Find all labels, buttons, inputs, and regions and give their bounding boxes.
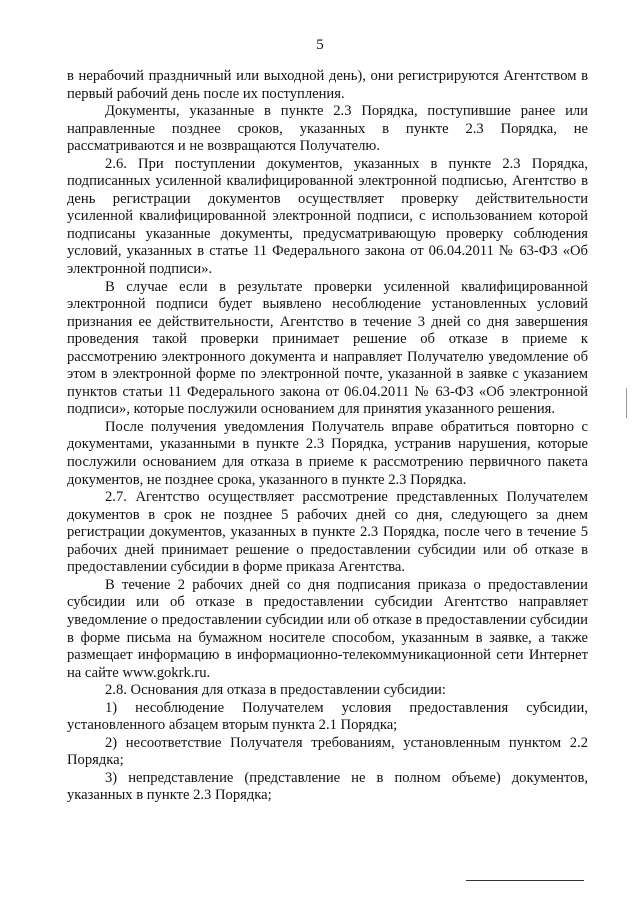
paragraph-resubmission: После получения уведомления Получатель вправе обратиться повторно с документами, указанными в пункте 2.3 Порядка, устранив нарушения, которые послужили основанием для отказа в приеме к рассмотрению первичного пакета документов, не позднее срока, указанного в пункте 2.3 Порядка. (67, 418, 588, 488)
footer-rule (466, 880, 584, 881)
document-body (67, 68, 588, 805)
paragraph-2-7: 2.7. Агентство осуществляет рассмотрение представленных Получателем документов в срок не позднее 5 рабочих дней со дня, следующего за днем регистрации документов, указанных в пункте 2.3 Порядка, после чего в течение 5 рабочих дней принимает решение о предоставлении субсидии или об отказе в предоставлении субсидии в форме приказа Агентства. (67, 489, 588, 576)
refusal-reason-3: 3) непредставление (представление не в полном объеме) документов, указанных в пункте 2.3 Порядка; (67, 769, 588, 804)
paragraph-2-6: 2.6. При поступлении документов, указанных в пункте 2.3 Порядка, подписанных усиленной квалифицированной электронной подписью, Агентство в день регистрации документов осуществляет проверку действительности усиленной квалифицированной электронной подписи, с использованием которой подписаны указанные документы, предусматривающую проверку соблюдения условий, указанных в статье 11 Федерального закона от 06.04.2011 № 63-ФЗ «Об электронной подписи». (67, 155, 588, 278)
paragraph-continuation: в нерабочий праздничный или выходной день), они регистрируются Агентством в первый рабочий день после их поступления. (67, 68, 588, 102)
paragraph-2-8-heading: 2.8. Основания для отказа в предоставлении субсидии: (105, 682, 446, 699)
paragraph-signature-check: В случае если в результате проверки усиленной квалифицированной электронной подписи будет выявлено несоблюдение установленных условий признания ее действительности, Агентство в течение 3 дней со дня завершения проведения такой проверки принимает решение об отказе в приеме к рассмотрению электронного документа и направляет Получателю уведомление об этом в электронной форме по электронной почте, указанной в заявке с указанием пунктов статьи 11 Федерального закона от 06.04.2011 № 63-ФЗ «Об электронной подписи», которые послужили основанием для принятия указанного решения. (67, 278, 588, 418)
paragraph-notification: В течение 2 рабочих дней со дня подписания приказа о предоставлении субсидии или об отказе в предоставлении субсидии Агентство направляет уведомление о предоставлении субсидии или об отказе в предоставлении субсидии в форме письма на бумажном носителе способом, указанным в заявке, а также размещает информацию в информационно-телекоммуникационной сети Интернет на сайте www.gokrk.ru. (67, 576, 588, 681)
page-number: 5 (316, 37, 324, 53)
refusal-reason-2: 2) несоответствие Получателя требованиям, установленным пунктом 2.2 Порядка; (67, 734, 588, 769)
refusal-reason-1: 1) несоблюдение Получателем условия предоставления субсидии, установленного абзацем вторым пункта 2.1 Порядка; (67, 699, 588, 734)
margin-scan-mark (626, 388, 627, 418)
paragraph-late-documents: Документы, указанные в пункте 2.3 Порядка, поступившие ранее или направленные позднее сроков, указанных в пункте 2.3 Порядка, не рассматриваются и не возвращаются Получателю. (67, 103, 588, 155)
